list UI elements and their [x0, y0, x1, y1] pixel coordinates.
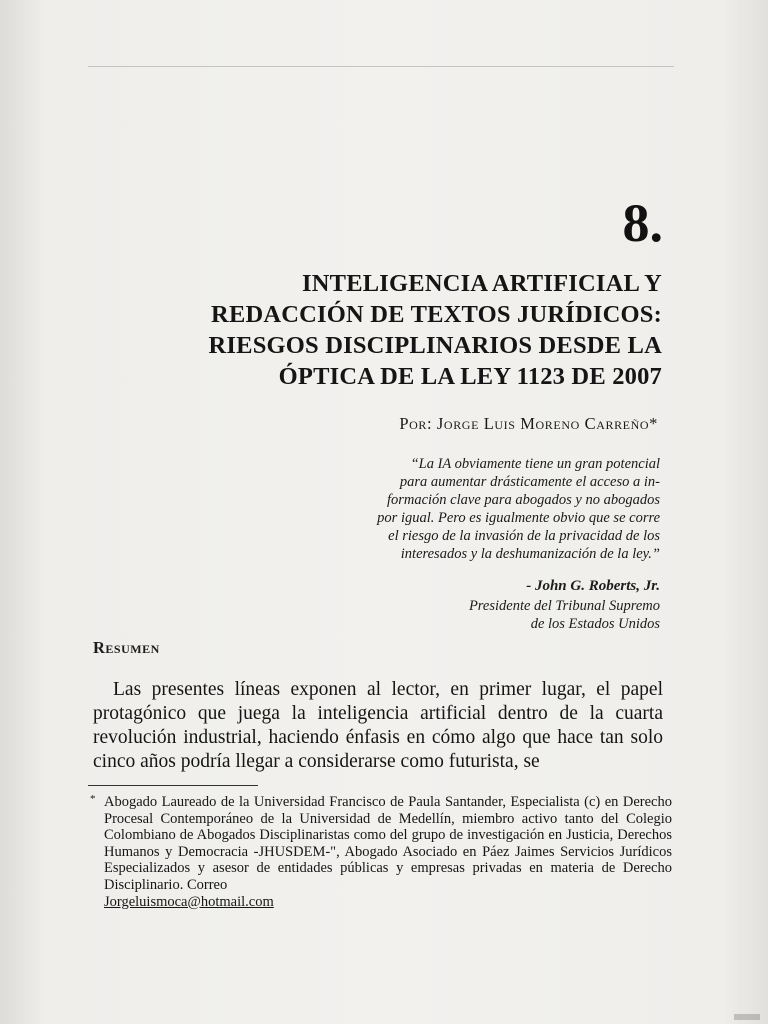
footnote-rule: [88, 785, 258, 786]
author-byline: Por: Jorge Luis Moreno Carreño*: [399, 414, 658, 433]
quote-line: el riesgo de la invasión de la privacidad de los: [388, 528, 660, 544]
role-line: Presidente del Tribunal Supremo: [468, 598, 660, 614]
resumen-heading: Resumen: [93, 638, 160, 657]
quote-line: formación clave para abogados y no abogados: [386, 492, 660, 508]
chapter-title: [142, 268, 662, 392]
role-line: de los Estados Unidos: [530, 616, 660, 632]
chapter-number: 8.: [622, 193, 663, 253]
footnote: [90, 794, 672, 910]
title-line: ÓPTICA DE LA LEY 1123 DE 2007: [278, 363, 662, 390]
quote-line: para aumentar drásticamente el acceso a in-: [399, 474, 660, 490]
resumen-paragraph: Las presentes líneas exponen al lector, en primer lugar, el papel protagónico que juega la inteligencia artificial dentro de la cuarta revolución industrial, haciendo énfasis en cómo algo que hace tan solo cinco años podría llegar a considerarse como futurista, se: [93, 679, 663, 772]
title-line: REDACCIÓN DE TEXTOS JURÍDICOS:: [211, 301, 662, 328]
scanner-watermark: [734, 1014, 760, 1020]
quote-line: “La IA obviamente tiene un gran potencial: [410, 456, 660, 472]
title-line: INTELIGENCIA ARTIFICIAL Y: [302, 270, 662, 297]
quote-line: por igual. Pero es igualmente obvio que se corre: [377, 510, 660, 526]
footnote-email-link[interactable]: Jorgeluismoca@hotmail.com: [104, 893, 274, 910]
footnote-marker: *: [90, 793, 96, 805]
running-header-rule: [88, 66, 674, 67]
epigraph-role: [360, 597, 660, 633]
title-line: RIESGOS DISCIPLINARIOS DESDE LA: [208, 332, 662, 359]
epigraph-quote: [350, 455, 660, 563]
footnote-text-block: [90, 794, 672, 910]
epigraph-attribution: - John G. Roberts, Jr.: [526, 578, 660, 594]
quote-line: interesados y la deshumanización de la ley.”: [400, 546, 660, 562]
footnote-text: Abogado Laureado de la Universidad Francisco de Paula Santander, Especialista (c) en Derecho Procesal Contemporáneo de la Universidad de Medellín, miembro activo tanto del Colegio Colombiano de Abogados Disciplinaristas como del grupo de investigación en Justicia, Derechos Humanos y Democracia -JHUSDEM-", Abogado Asociado en Páez Jaimes Servicios Jurídicos Especializados y asesor de entidades públicas y empresas privadas en materia de Derecho Disciplinario. Correo: [104, 794, 672, 893]
